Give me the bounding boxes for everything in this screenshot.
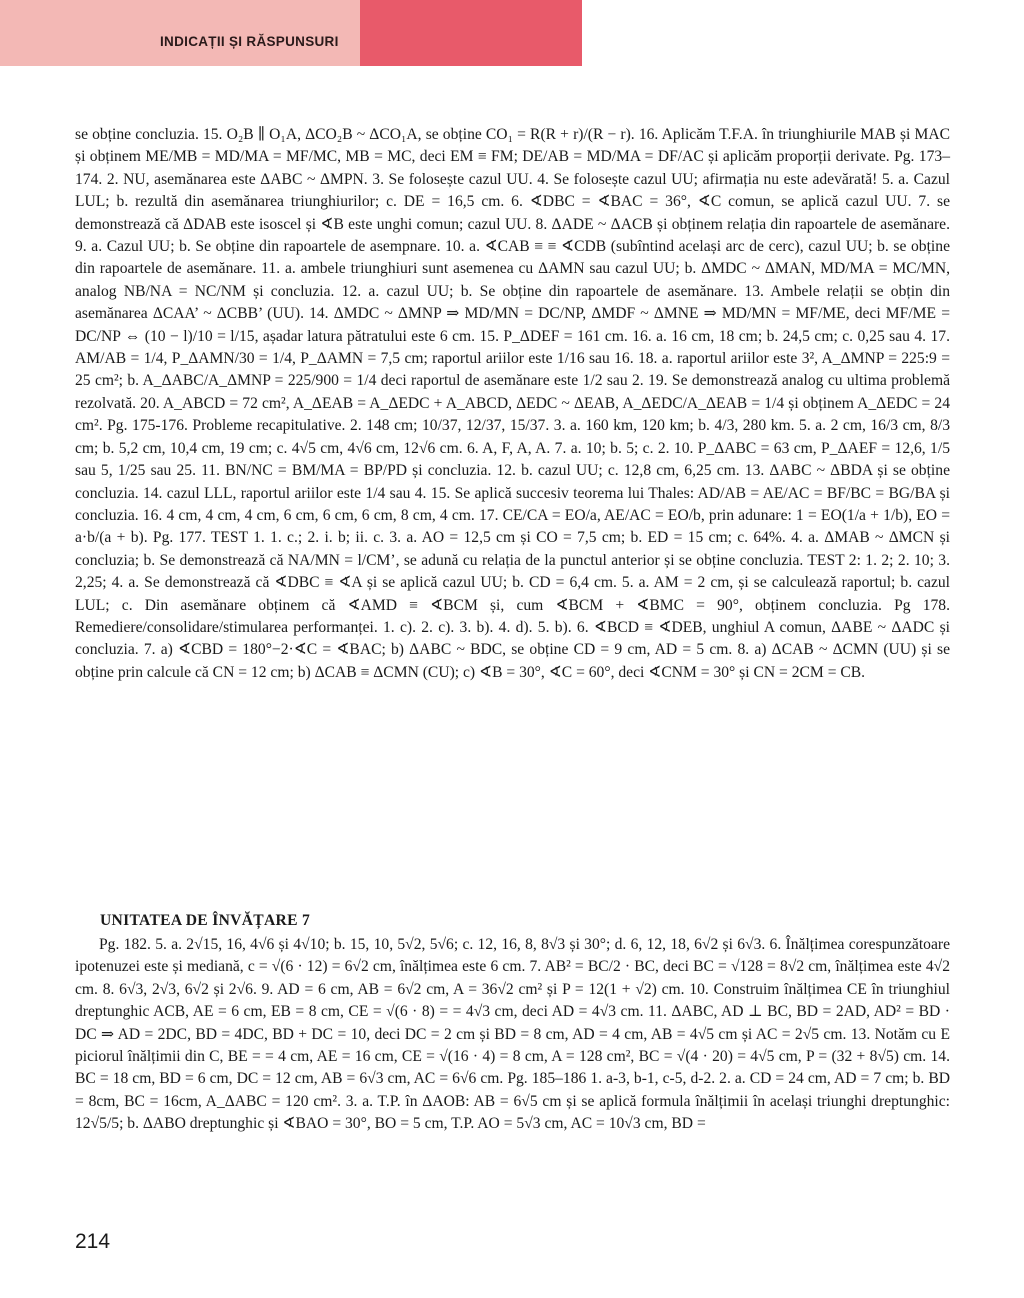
page-number: 214 — [75, 1230, 111, 1253]
unit-7-paragraph: Pg. 182. 5. a. 2√15, 16, 4√6 și 4√10; b. 15, 10, 5√2, 5√6; c. 12, 16, 8, 8√3 și 30°; d. 6, 12, 18, 6√2 și 6√3. 6. Înălțimea corespunzătoare ipotenuzei este și mediană, c = √(6 · 12) = 6√2 cm, înălțimea este 6 cm. 7. AB² = BC/2 · BC, deci BC = √128 = 8√2 cm, înălțimea este 4√2 cm. 8. 6√3, 2√3, 6√2 și 2√6. 9. AD = 6 cm, AB = 6√2 cm, A = 36√2 cm² și P = 12(1 + √2) cm. 10. Construim înălțimea CE în triunghiul dreptunghic ACB, AE = 6 cm, EB = 8 cm, CE = √(6 · 8) = = 4√3 cm, deci AD = 4√3 cm. 11. ΔABC, AD ⊥ BC, BD = 2AD, AD² = BD · DC ⇒ AD = 2DC, BD = 4DC, BD + DC = 10, deci DC = 2 cm și BD = 8 cm, AD = 4 cm, AB = 4√5 cm și AC = 2√5 cm. 13. Notăm cu E piciorul înălțimii din C, BE = = 4 cm, AE = 16 cm, CE = √(16 · 4) = 8 cm, A = 128 cm², BC = √(4 · 20) = 4√5 cm, P = (32 + 8√5) cm. 14. BC = 18 cm, BD = 6 cm, DC = 12 cm, AB = 6√3 cm, AC = 6√6 cm. Pg. 185–186 1. a-3, b-1, c-5, d-2. 2. a. CD = 24 cm, AD = 7 cm; b. BD = 8cm, BC = 16cm, A_ΔABC = 120 cm². 3. a. T.P. în ΔAOB: AB = 6√5 cm și se aplică formula înălțimii în același triunghi dreptunghic: 12√5/5; b. ΔABO dreptunghic și ∢BAO = 30°, BO = 5 cm, T.P. AO = 5√3 cm, AC = 10√3 cm, BD = — [75, 936, 950, 1133]
header-title: INDICAȚII ȘI RĂSPUNSURI — [160, 34, 339, 49]
header-band-dark — [360, 0, 582, 66]
unit-title: UNITATEA DE ÎNVĂȚARE 7 — [100, 912, 311, 929]
unit-7-section — [75, 934, 950, 1136]
answers-section — [75, 124, 950, 684]
header-band-light — [0, 0, 360, 66]
answers-paragraph: se obține concluzia. 15. O₂B ∥ O₁A, ΔCO₂B ~ ΔCO₁A, se obține CO₁ = R(R + r)/(R − r). 16. Aplicăm T.F.A. în triunghiurile MAB și MAC și obținem ME/MB = MD/MA = MF/MC, MB = MC, deci EM ≡ FM; DE/AB = MD/MA = DF/AC și aplicăm proporții derivate. Pg. 173–174. 2. NU, asemănarea este ΔABC ~ ΔMPN. 3. Se folosește cazul UU. 4. Se folosește cazul UU; afirmația nu este adevărată! 5. a. Cazul LUL; b. rezultă din asemănarea triunghiurilor; c. DE = 16,5 cm. 6. ∢DBC = ∢BAC = 36°, ∢C comun, se aplică cazul UU. 7. se demonstrează că ΔDAB este isoscel și ∢B este unghi comun; cazul UU. 8. ΔADE ~ ΔACB și obținem relația din rapoartele de asemănare. 9. a. Cazul UU; b. Se obține din rapoartele de asempnare. 10. a. ∢CAB ≡ ≡ ∢CDB (subîntind același arc de cerc), cazul UU; b. se obține din rapoartele de asemănare. 11. a. ambele triunghiuri sunt asemenea cu ΔAMN sau cazul UU; b. ΔMDC ~ ΔMAN, MD/MA = MC/MN, analog NB/NA = NC/NM și concluzia. 12. a. cazul UU; b. Se obține din rapoartele de asemănare. 13. Ambele relații se obțin din asemănarea ΔCAA’ ~ ΔCBB’ (UU). 14. ΔMDC ~ ΔMNP ⇒ MD/MN = DC/NP, ΔMDF ~ ΔMNE ⇒ MD/MN = MF/ME, deci MF/ME = DC/NP ⇔ (10 − l)/10 = l/15, așadar latura pătratului este 6 cm. 15. P_ΔDEF = 161 cm. 16. a. 16 cm, 18 cm; b. 24,5 cm; c. 0,25 sau 4. 17. AM/AB = 1/4, P_ΔAMN/30 = 1/4, P_ΔAMN = 7,5 cm; raportul ariilor este 1/16 sau 16. 18. a. raportul ariilor este 3², A_ΔMNP = 225:9 = 25 cm²; b. A_ΔABC/A_ΔMNP = 225/900 = 1/4 deci raportul de asemănare este 1/2 sau 2. 19. Se demonstrează analog cu ultima problemă rezolvată. 20. A_ABCD = 72 cm², A_ΔEAB = A_ΔEDC + A_ABCD, ΔEDC ~ ΔEAB, A_ΔEDC/A_ΔEAB = 1/4 și obținem A_ΔEDC = 24 cm². Pg. 175-176. Probleme recapitulative. 2. 148 cm; 10/37, 12/37, 15/37. 3. a. 160 km, 120 km; b. 4/3, 280 km. 5. a. 2 cm, 16/3 cm, 8/3 cm; b. 5,2 cm, 10,4 cm, 19 cm; c. 4√5 cm, 4√6 cm, 12√6 cm. 6. A, F, A, A. 7. a. 10; b. 5; c. 2. 10. P_ΔABC = 63 cm, P_ΔAEF = 12,6, 1/5 sau 5, 1/25 sau 25. 11. BN/NC = BM/MA = BP/PD și concluzia. 12. b. cazul UU; c. 12,8 cm, 6,25 cm. 13. ΔABC ~ ΔBDA și se obține concluzia. 14. cazul LLL, raportul ariilor este 1/4 sau 4. 15. Se aplică succesiv teorema lui Thales: AD/AB = AE/AC = BF/BC = BG/BA și concluzia. 16. 4 cm, 4 cm, 4 cm, 6 cm, 6 cm, 6 cm, 8 cm, 4 cm. 17. CE/CA = EO/a, AE/AC = EO/b, prin adunare: 1 = EO(1/a + 1/b), EO = a·b/(a + b). Pg. 177. TEST 1. 1. c.; 2. i. b; ii. c. 3. a. AO = 12,5 cm și CO = 7,5 cm; b. ED = 15 cm; c. 64%. 4. a. ΔMAB ~ ΔMCN și concluzia; b. Se demonstrează că NA/MN = l/CM’, se adună cu relația de la punctul anterior și se obține concluzia. TEST 2: 1. 2; 2. 10; 3. 2,25; 4. a. Se demonstrează că ∢DBC ≡ ∢A și se aplică cazul UU; b. CD = 6,4 cm. 5. a. AM = 2 cm, și se calculează raportul; b. cazul LUL; c. Din asemănare obținem că ∢AMD ≡ ∢BCM și, cum ∢BCM + ∢BMC = 90°, obținem concluzia. Pg 178. Remediere/consolidare/stimularea performanței. 1. c). 2. c). 3. b). 4. d). 5. b). 6. ∢BCD ≡ ∢DEB, unghiul A comun, ΔABE ~ ΔADC și concluzia. 7. a) ∢CBD = 180°−2·∢C = ∢BAC; b) ΔABC ~ BDC, se obține CD = 9 cm, AD = 5 cm. 8. a) ΔCAB ~ ΔCMN (UU) și se obține prin calcule că CN = 12 cm; b) ΔCAB ≡ ΔCMN (CU); c) ∢B = 30°, ∢C = 60°, deci ∢CNM = 30° și CN = 2CM = CB. — [75, 126, 950, 681]
